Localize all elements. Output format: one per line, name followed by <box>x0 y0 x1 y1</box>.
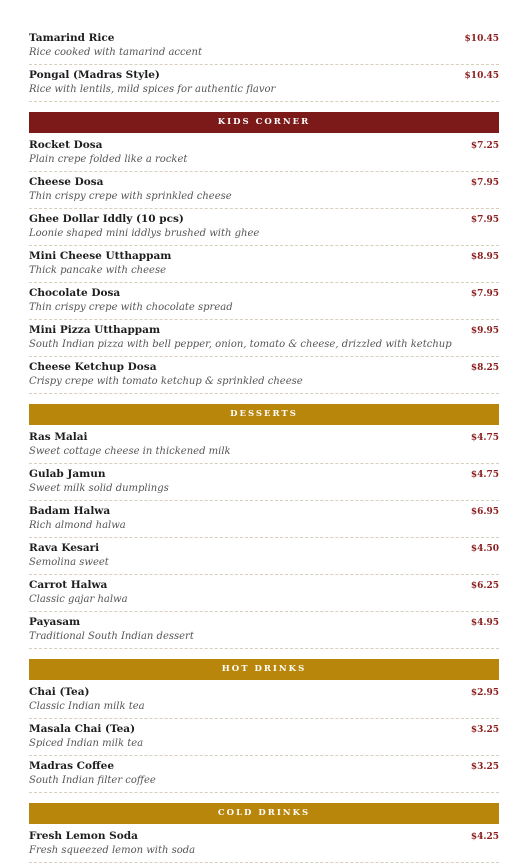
item-price: $6.95 <box>470 507 499 517</box>
menu-item <box>29 501 499 538</box>
item-description: Traditional South Indian dessert <box>29 631 194 642</box>
item-name: Payasam <box>29 616 81 628</box>
item-price: $2.95 <box>470 688 499 698</box>
item-name: Fresh Lemon Soda <box>29 830 138 842</box>
item-description: Fresh squeezed lemon with soda <box>29 845 196 856</box>
menu-item <box>29 464 499 501</box>
item-price: $6.25 <box>470 581 499 591</box>
item-price: $4.25 <box>470 832 499 842</box>
menu-item <box>29 682 499 719</box>
menu-item <box>29 756 499 793</box>
item-name: Chai (Tea) <box>29 686 90 698</box>
item-price: $8.95 <box>470 252 499 262</box>
item-price: $10.45 <box>464 34 499 44</box>
item-description: Semolina sweet <box>29 557 109 568</box>
item-name: Pongal (Madras Style) <box>29 69 160 81</box>
section-header-hot-drinks: HOT DRINKS <box>29 659 499 680</box>
menu-item <box>29 538 499 575</box>
item-name: Gulab Jamun <box>29 468 106 480</box>
item-price: $7.25 <box>470 141 499 151</box>
item-description: Loonie shaped mini iddlys brushed with ghee <box>29 228 260 239</box>
item-description: South Indian filter coffee <box>29 775 156 786</box>
item-price: $3.25 <box>470 762 499 772</box>
menu-item <box>29 575 499 612</box>
item-description: Spiced Indian milk tea <box>29 738 144 749</box>
menu-item <box>29 612 499 649</box>
section-header-desserts: DESSERTS <box>29 404 499 425</box>
item-price: $7.95 <box>470 289 499 299</box>
menu-item <box>29 135 499 172</box>
item-price: $8.25 <box>470 363 499 373</box>
item-description: Classic gajar halwa <box>29 594 128 605</box>
item-name: Ghee Dollar Iddly (10 pcs) <box>29 213 184 225</box>
item-name: Carrot Halwa <box>29 579 108 591</box>
menu-item <box>29 209 499 246</box>
item-name: Ras Malai <box>29 431 88 443</box>
item-description: Classic Indian milk tea <box>29 701 145 712</box>
item-name: Rocket Dosa <box>29 139 103 151</box>
menu-item <box>29 826 499 863</box>
item-description: Thin crispy crepe with sprinkled cheese <box>29 191 232 202</box>
item-name: Mini Cheese Utthappam <box>29 250 172 262</box>
item-description: Rich almond halwa <box>29 520 126 531</box>
section-header-kids-corner: KIDS CORNER <box>29 112 499 133</box>
menu-item <box>29 283 499 320</box>
menu-item <box>29 172 499 209</box>
item-price: $4.75 <box>470 470 499 480</box>
item-name: Cheese Dosa <box>29 176 104 188</box>
item-description: South Indian pizza with bell pepper, onion, tomato & cheese, drizzled with ketchup <box>29 339 452 350</box>
item-price: $4.50 <box>470 544 499 554</box>
item-name: Tamarind Rice <box>29 32 115 44</box>
menu-item <box>29 357 499 394</box>
menu-item <box>29 246 499 283</box>
item-name: Masala Chai (Tea) <box>29 723 136 735</box>
item-price: $10.45 <box>464 71 499 81</box>
item-name: Madras Coffee <box>29 760 115 772</box>
item-price: $4.95 <box>470 618 499 628</box>
menu-item <box>29 320 499 357</box>
item-name: Badam Halwa <box>29 505 111 517</box>
section-header-cold-drinks: COLD DRINKS <box>29 803 499 824</box>
item-name: Cheese Ketchup Dosa <box>29 361 157 373</box>
menu-item <box>29 28 499 65</box>
item-price: $9.95 <box>470 326 499 336</box>
item-description: Thick pancake with cheese <box>29 265 166 276</box>
item-price: $7.95 <box>470 178 499 188</box>
item-description: Crispy crepe with tomato ketchup & sprinkled cheese <box>29 376 303 387</box>
item-description: Thin crispy crepe with chocolate spread <box>29 302 233 313</box>
item-price: $4.75 <box>470 433 499 443</box>
item-description: Sweet cottage cheese in thickened milk <box>29 446 231 457</box>
item-name: Mini Pizza Utthappam <box>29 324 161 336</box>
menu-item <box>29 427 499 464</box>
item-name: Rava Kesari <box>29 542 100 554</box>
item-description: Rice cooked with tamarind accent <box>29 47 202 58</box>
item-description: Plain crepe folded like a rocket <box>29 154 188 165</box>
item-description: Sweet milk solid dumplings <box>29 483 169 494</box>
menu-item <box>29 719 499 756</box>
item-price: $3.25 <box>470 725 499 735</box>
item-name: Chocolate Dosa <box>29 287 121 299</box>
menu-item <box>29 65 499 102</box>
menu-content <box>29 28 499 863</box>
item-price: $7.95 <box>470 215 499 225</box>
item-description: Rice with lentils, mild spices for authentic flavor <box>29 84 276 95</box>
